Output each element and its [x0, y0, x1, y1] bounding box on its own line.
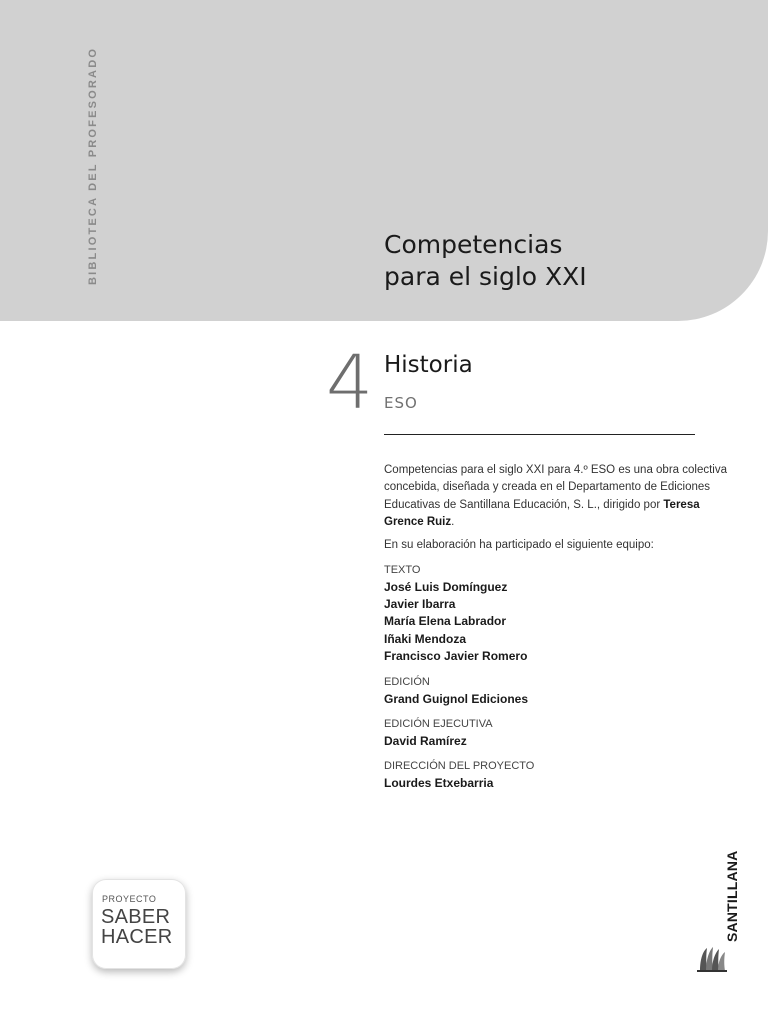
saber-hacer-badge: [92, 879, 186, 969]
title-line-1: Competencias: [384, 230, 563, 259]
subject-title: Historia: [384, 352, 473, 378]
credit-name: María Elena Labrador: [384, 614, 507, 629]
intro-paragraph: [384, 462, 729, 532]
credit-name: David Ramírez: [384, 734, 467, 749]
credit-section-direccion: [384, 758, 729, 792]
credit-heading: EDICIÓN: [384, 675, 430, 688]
level-label: ESO: [384, 394, 418, 412]
santillana-logo-icon: [697, 945, 727, 972]
divider: [384, 434, 695, 435]
credit-name: Francisco Javier Romero: [384, 649, 528, 664]
credit-section-edicion: [384, 674, 729, 708]
badge-line-2: HACER: [101, 926, 173, 948]
credit-name: Javier Ibarra: [384, 597, 456, 612]
badge-line-1: SABER: [101, 906, 171, 928]
credit-name: Grand Guignol Ediciones: [384, 691, 529, 706]
book-title: [384, 229, 587, 293]
team-intro: En su elaboración ha participado el siguiente equipo:: [384, 538, 654, 551]
badge-small-label: PROYECTO: [102, 894, 157, 904]
credit-name: Lourdes Etxebarria: [384, 776, 494, 791]
volume-number: 4: [326, 340, 374, 426]
credit-heading: EDICIÓN EJECUTIVA: [384, 718, 493, 731]
title-line-2: para el siglo XXI: [384, 262, 587, 291]
credit-name: José Luis Domínguez: [384, 579, 508, 594]
credits-block: [384, 462, 729, 793]
credit-section-edicion-ejecutiva: [384, 716, 729, 750]
credit-heading: TEXTO: [384, 563, 421, 576]
intro-text: Competencias para el siglo XXI para 4.º ESO es una obra colectiva concebida, diseñada y creada en el Departamento de Ediciones Educativas de Santillana Educación, S. L., dirigido por: [384, 464, 727, 511]
credit-name: Iñaki Mendoza: [384, 631, 467, 646]
credit-heading: DIRECCIÓN DEL PROYECTO: [384, 760, 535, 773]
publisher-logo: [697, 850, 740, 972]
credit-section-texto: [384, 562, 729, 666]
series-label: BIBLIOTECA DEL PROFESORADO: [87, 46, 99, 285]
publisher-name: SANTILLANA: [724, 850, 740, 942]
director-name: Teresa Grence Ruiz: [384, 498, 700, 529]
intro-end: .: [451, 516, 455, 529]
